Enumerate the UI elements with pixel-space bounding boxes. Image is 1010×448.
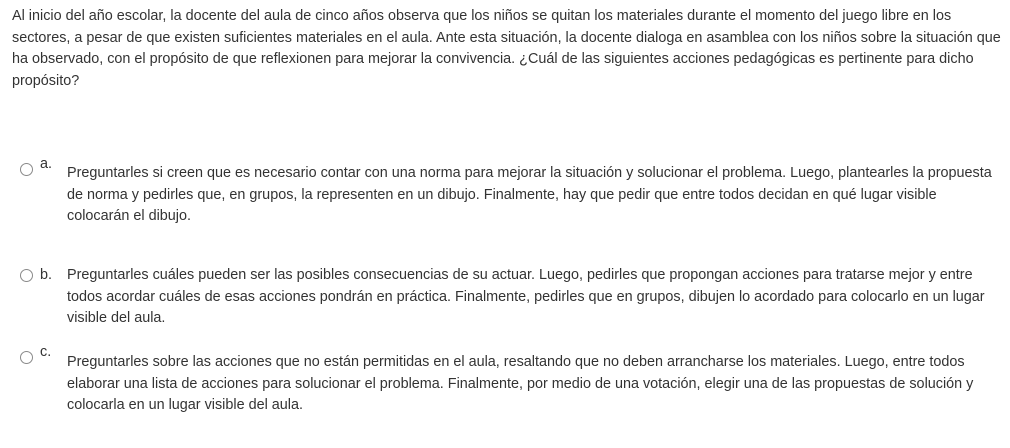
- question-text: Al inicio del año escolar, la docente del aula de cinco años observa que los niños se quitan los materiales durante el momento del juego libre en los sectores, a pesar de que existen suficientes materiales en el aula. Ante esta situación, la docente dialoga en asamblea con los niños sobre la situación que ha observado, con el propósito de que reflexionen para mejorar la convivencia. ¿Cuál de las siguientes acciones pedagógicas es pertinente para dicho propósito?: [12, 8, 1001, 89]
- option-a-letter: a.: [40, 156, 53, 172]
- option-b-radio[interactable]: [20, 269, 33, 282]
- option-b-text[interactable]: Preguntarles cuáles pueden ser las posibles consecuencias de su actuar. Luego, pedirles que propongan acciones para tratarse mejor y entre todos acordar cuáles de esas acciones pondrán en práctica. Finalmente, pedirles que en grupos, dibujen lo acordado para colocarlo en un lugar visible del aula.: [67, 267, 985, 326]
- option-a-text[interactable]: Preguntarles si creen que es necesario contar con una norma para mejorar la situación y solucionar el problema. Luego, plantearles la propuesta de norma y pedirles que, en grupos, la representen en un dibujo. Finalmente, hay que pedir que entre todos decidan en qué lugar visible colocarán el dibujo.: [67, 165, 992, 224]
- option-b-letter: b.: [40, 267, 53, 283]
- option-a-radio[interactable]: [20, 163, 33, 176]
- option-c-text[interactable]: Preguntarles sobre las acciones que no están permitidas en el aula, resaltando que no deben arrancharse los materiales. Luego, entre todos elaborar una lista de acciones para solucionar el problema. Finalmente, por medio de una votación, elegir una de las propuestas de solución y colocarla en un lugar visible del aula.: [67, 354, 974, 413]
- option-c-letter: c.: [40, 344, 52, 360]
- option-c-radio[interactable]: [20, 351, 33, 364]
